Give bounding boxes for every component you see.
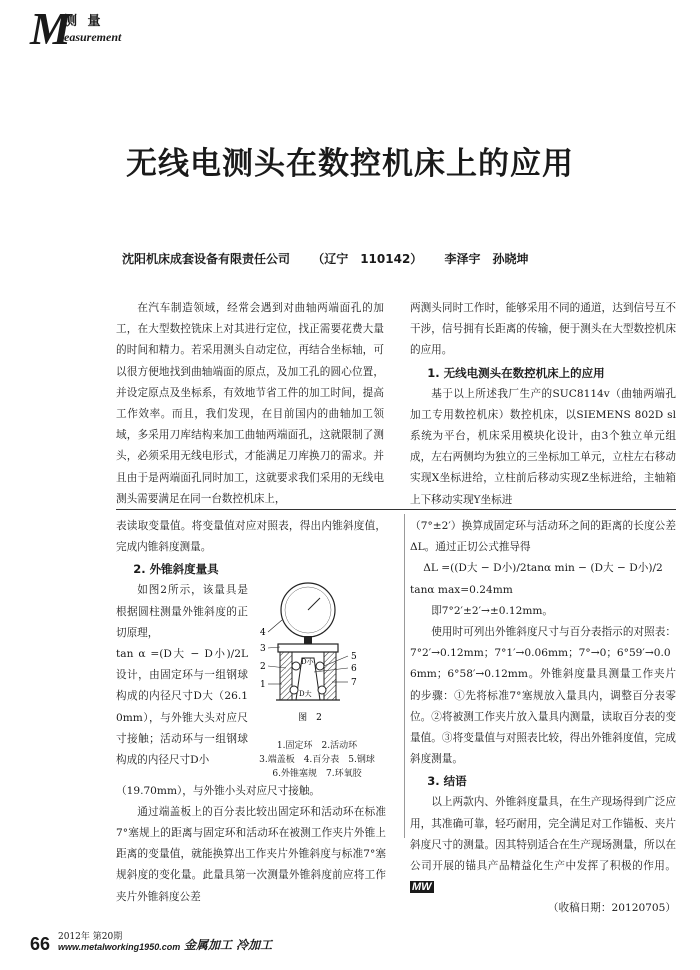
received-date: （收稿日期：20120705） [547, 902, 676, 915]
gauge-drawing [248, 580, 386, 730]
fig-label: 5 [351, 652, 357, 663]
affiliation-location: （辽宁 110142） [312, 252, 423, 266]
paragraph-tolerance: （7°±2′）换算成固定环与活动环之间的距离的长度公差ΔL。通过正切公式推导得 [410, 520, 676, 554]
column-top-right [410, 298, 676, 511]
figure-row [116, 580, 386, 780]
paragraph-channels: 两测头同时工作时，能够采用不同的通道，达到信号互不干涉，信号拥有长距离的传输，便于测头在大型数控机床的应用。 [410, 302, 676, 357]
paragraph-tangent-principle: 如图2所示，该量具是根据圆柱测量外锥斜度的正切原理， [116, 584, 248, 639]
fig-label: 3 [260, 644, 266, 655]
paragraph-dial-compare: 通过端盖板上的百分表比较出固定环和活动环在标准7°塞规上的距离与固定环和活动环在被测工作夹片外锥上距离的变量值，就能换算出工作夹片外锥斜度与标准7°塞规斜度的变化量。此量具第一次测量外锥斜度前应将工作夹片外锥斜度公差 [116, 805, 386, 903]
fig-label: 7 [351, 678, 357, 689]
figure-legend-1: 1.固定环 2.活动环 [276, 740, 358, 751]
formula-delta-l: ΔL =((D大 − D小)/2tanα min − (D大 − D小)/2 [423, 562, 663, 575]
paragraph-machine: 基于以上所述我厂生产的SUC8114v（曲轴两端孔加工专用数控机床）数控机床，以SIEMENS 802D sl系统为平台，机床采用模块化设计，由3个独立单元组成，左右两侧均为独立的三坐标加工单元，立柱左右移动实现X坐标进给，立柱前后移动实现Z坐标进给，主轴箱上下移动实现Y坐标进 [410, 387, 676, 506]
column-bottom-right [410, 516, 676, 920]
column-divider [404, 514, 405, 838]
fig-label: 4 [260, 628, 266, 639]
paragraph-intro: 在汽车制造领域，经常会遇到对曲轴两端面孔的加工，在大型数控铣床上对其进行定位，找正需要花费大量的时间和精力。若采用测头自动定位，再结合坐标轴，可以很方便地找到曲轴端面的原点，及加工孔的圆心位置，并设定原点及坐标系，有效地节省工件的加工时间，提高工作效率。而且，我们发现，在目前国内的曲轴加工领域，多采用刀库结构来加工曲轴两端面孔，这就限制了测头，必须采用无线电形式，才能满足刀库换刀的需求。并且由于是两端面孔同时加工，这就要求我们采用的无线电测头需要满足在同一台数控机床上， [116, 302, 384, 505]
journal-url: www.metalworking1950.com [58, 942, 181, 952]
article-title: 无线电测头在数控机床上的应用 [126, 146, 574, 182]
affiliation-org: 沈阳机床成套设备有限责任公司 [122, 252, 291, 266]
fig-label-d-big: D大 [299, 690, 312, 699]
conclusion-text: 以上两款内、外锥斜度量具，在生产现场得到广泛应用，其准确可靠，轻巧耐用，完全满足对工作锚板、夹片斜度尺寸的测量。因其特别适合在生产现场测量，所以在公司开展的锚具产品精益化生产中发挥了积极的作用。 [410, 796, 676, 873]
magazine-name: 金属加工 冷加工 [184, 938, 273, 952]
figure-legend-2: 3.端盖板 4.百分表 5.钢球 [259, 754, 375, 765]
journal-logo-cn: 测 量 [64, 14, 104, 29]
affiliation [122, 250, 547, 267]
paragraph-inner-cone-end: 表读取变量值。将变量值对应对照表，得出内锥斜度值，完成内锥斜度测量。 [116, 520, 386, 554]
figure-legend-3: 6.外锥塞规 7.环氧胶 [272, 768, 362, 779]
fig-label-d-small: D小 [301, 658, 314, 667]
section-divider [116, 509, 676, 510]
fig-label: 1 [260, 680, 266, 691]
formula-tangent: tan α =(D大 − D小)/2L 设计，由固定环与一组钢球构成的内径尺寸D大（26.10mm），与外锥大头对应尺寸接触；活动环与一组钢球构成的内径尺寸D小 [116, 648, 248, 767]
affiliation-authors: 李泽宇 孙晓坤 [444, 252, 529, 266]
section-heading-1: 1. 无线电测头在数控机床上的应用 [427, 365, 605, 380]
figure-2 [248, 580, 386, 780]
column-bottom-left [116, 516, 386, 908]
journal-logo-letter: M [30, 3, 69, 54]
column-top-left [116, 298, 384, 510]
page-number: 66 [30, 934, 51, 954]
mw-end-mark: MW [412, 881, 432, 894]
formula-result: 即7°2′±2′→±0.12mm。 [431, 604, 554, 617]
paragraph-conclusion [410, 792, 676, 898]
section-heading-2: 2. 外锥斜度量具 [133, 562, 219, 577]
paragraph-usage: 使用时可列出外锥斜度尺寸与百分表指示的对照表：7°2′→0.12mm；7°1′→0.06mm；7°→0；6°59′→0.06mm；6°58′→0.12mm。外锥斜度量具测量工作夹片的步骤：①先将标准7°塞规放入量具内，调整百分表零位。②将被测工作夹片放入量具内测量，读取百分表的变量值。③将变量值与对照表比较，得出外锥斜度值，完成斜度测量。 [410, 626, 676, 766]
figure-wrap-text [116, 580, 248, 780]
figure-caption: 图 2 [298, 713, 322, 724]
journal-logo-en: easurement [64, 30, 122, 44]
formula-tan-max: tanα max=0.24mm [410, 583, 513, 596]
paragraph-small-end: （19.70mm），与外锥小头对应尺寸接触。 [116, 784, 321, 797]
issue-info: 2012年 第20期 [58, 932, 123, 942]
section-heading-3: 3. 结语 [427, 774, 467, 789]
fig-label: 2 [260, 662, 266, 673]
fig-label: 6 [351, 664, 357, 675]
